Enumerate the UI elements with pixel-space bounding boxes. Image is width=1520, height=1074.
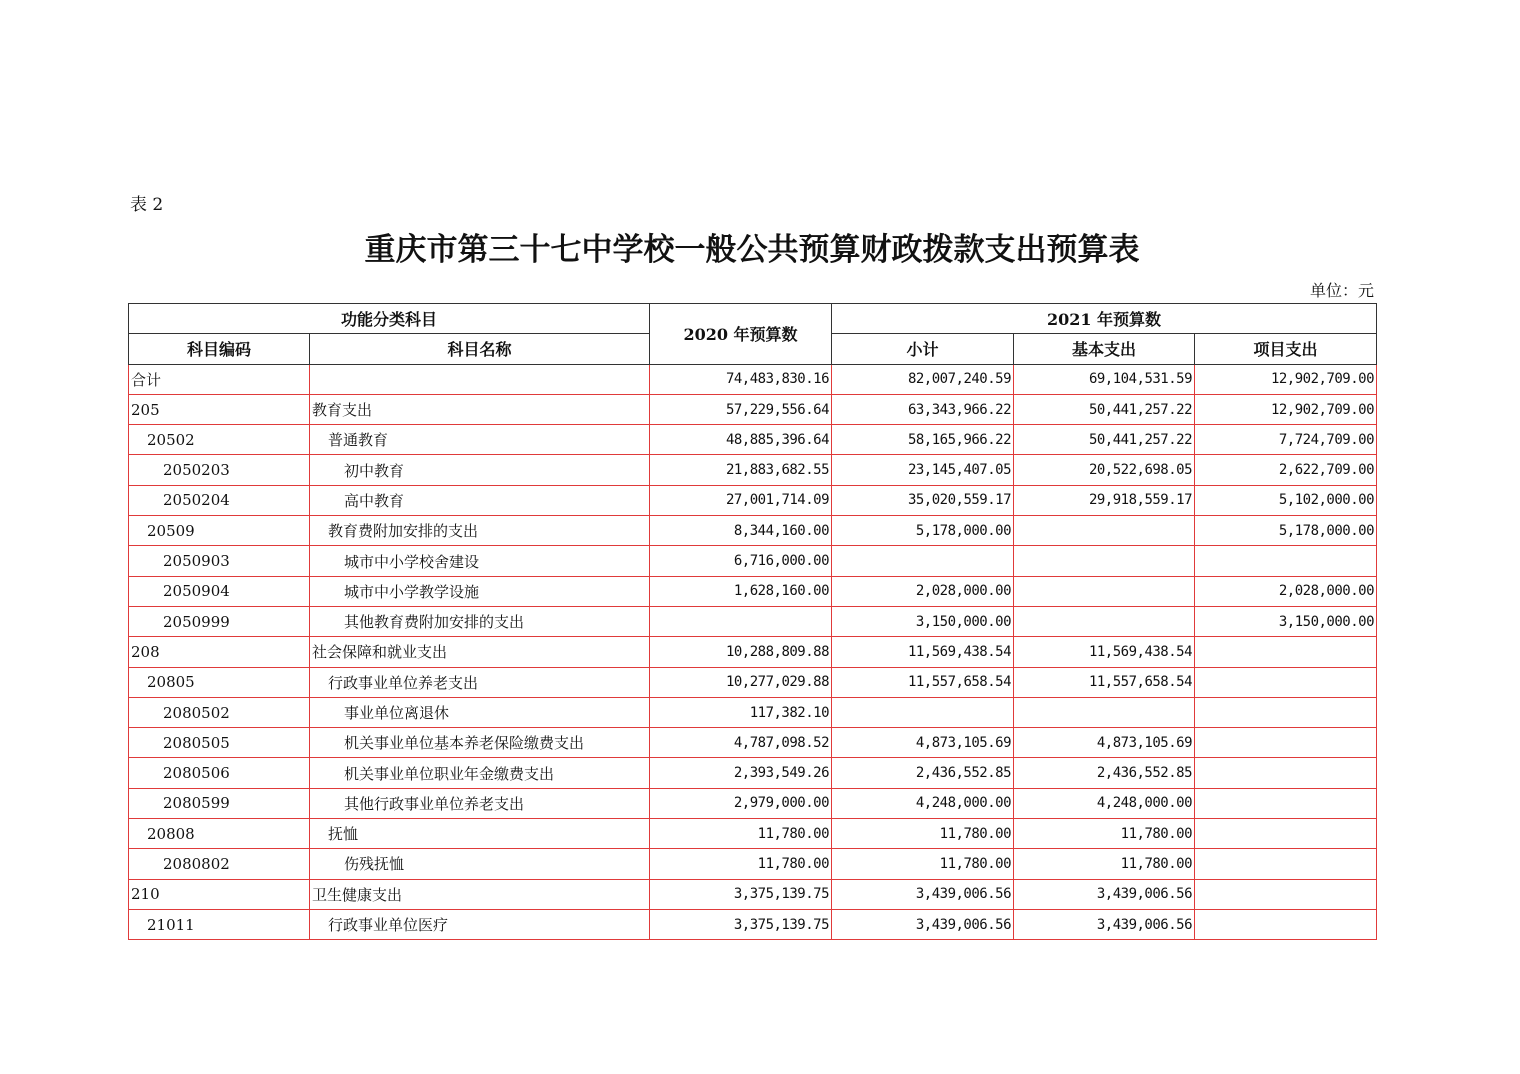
table-row bbox=[129, 697, 1377, 727]
cell-basic: 20,522,698.05 bbox=[1014, 455, 1195, 485]
cell-2020-budget: 57,229,556.64 bbox=[650, 394, 832, 424]
cell-code: 2080505 bbox=[129, 728, 310, 758]
cell-subtotal: 11,569,438.54 bbox=[832, 637, 1014, 667]
cell-name: 初中教育 bbox=[310, 455, 650, 485]
table-row bbox=[129, 546, 1377, 576]
table-row bbox=[129, 485, 1377, 515]
cell-basic bbox=[1014, 697, 1195, 727]
cell-project bbox=[1195, 879, 1377, 909]
cell-2020-budget: 48,885,396.64 bbox=[650, 425, 832, 455]
cell-2020-budget: 4,787,098.52 bbox=[650, 728, 832, 758]
cell-code: 2050904 bbox=[129, 576, 310, 606]
table-row bbox=[129, 637, 1377, 667]
cell-name: 事业单位离退休 bbox=[310, 697, 650, 727]
cell-subtotal: 4,873,105.69 bbox=[832, 728, 1014, 758]
table-row bbox=[129, 849, 1377, 879]
cell-name: 城市中小学教学设施 bbox=[310, 576, 650, 606]
cell-subtotal bbox=[832, 546, 1014, 576]
table-row bbox=[129, 606, 1377, 636]
table-row bbox=[129, 909, 1377, 939]
cell-code: 2050204 bbox=[129, 485, 310, 515]
cell-project: 3,150,000.00 bbox=[1195, 606, 1377, 636]
cell-project bbox=[1195, 667, 1377, 697]
cell-subtotal: 2,028,000.00 bbox=[832, 576, 1014, 606]
cell-subtotal: 3,150,000.00 bbox=[832, 606, 1014, 636]
header-2020-budget: 2020 年预算数 bbox=[650, 304, 832, 365]
cell-subtotal: 35,020,559.17 bbox=[832, 485, 1014, 515]
cell-name: 高中教育 bbox=[310, 485, 650, 515]
cell-name: 教育费附加安排的支出 bbox=[310, 516, 650, 546]
cell-code: 2080506 bbox=[129, 758, 310, 788]
cell-2020-budget: 74,483,830.16 bbox=[650, 364, 832, 394]
cell-basic: 3,439,006.56 bbox=[1014, 879, 1195, 909]
cell-subtotal: 63,343,966.22 bbox=[832, 394, 1014, 424]
cell-basic bbox=[1014, 516, 1195, 546]
cell-2020-budget: 10,277,029.88 bbox=[650, 667, 832, 697]
cell-name: 行政事业单位养老支出 bbox=[310, 667, 650, 697]
cell-code: 20805 bbox=[129, 667, 310, 697]
cell-project bbox=[1195, 697, 1377, 727]
cell-project: 12,902,709.00 bbox=[1195, 364, 1377, 394]
cell-basic: 11,557,658.54 bbox=[1014, 667, 1195, 697]
header-basic: 基本支出 bbox=[1014, 334, 1195, 364]
cell-name: 城市中小学校舍建设 bbox=[310, 546, 650, 576]
cell-basic: 2,436,552.85 bbox=[1014, 758, 1195, 788]
cell-2020-budget: 11,780.00 bbox=[650, 849, 832, 879]
header-name: 科目名称 bbox=[310, 334, 650, 364]
cell-2020-budget: 117,382.10 bbox=[650, 697, 832, 727]
table-row bbox=[129, 516, 1377, 546]
cell-project bbox=[1195, 849, 1377, 879]
header-project: 项目支出 bbox=[1195, 334, 1377, 364]
cell-subtotal: 2,436,552.85 bbox=[832, 758, 1014, 788]
cell-2020-budget: 3,375,139.75 bbox=[650, 879, 832, 909]
cell-code: 合计 bbox=[129, 364, 310, 394]
cell-2020-budget: 11,780.00 bbox=[650, 819, 832, 849]
cell-name: 其他行政事业单位养老支出 bbox=[310, 788, 650, 818]
table-row bbox=[129, 728, 1377, 758]
cell-project: 2,028,000.00 bbox=[1195, 576, 1377, 606]
cell-code: 2050903 bbox=[129, 546, 310, 576]
table-row bbox=[129, 364, 1377, 394]
cell-basic bbox=[1014, 546, 1195, 576]
table-body bbox=[129, 364, 1377, 940]
cell-code: 2080802 bbox=[129, 849, 310, 879]
cell-subtotal: 5,178,000.00 bbox=[832, 516, 1014, 546]
cell-subtotal: 11,557,658.54 bbox=[832, 667, 1014, 697]
cell-subtotal: 3,439,006.56 bbox=[832, 879, 1014, 909]
table-label: 表 2 bbox=[130, 195, 164, 215]
table-header bbox=[129, 304, 1377, 365]
cell-name: 机关事业单位基本养老保险缴费支出 bbox=[310, 728, 650, 758]
header-subtotal: 小计 bbox=[832, 334, 1014, 364]
cell-name: 社会保障和就业支出 bbox=[310, 637, 650, 667]
header-2021-group: 2021 年预算数 bbox=[832, 304, 1377, 334]
cell-2020-budget: 1,628,160.00 bbox=[650, 576, 832, 606]
cell-subtotal: 11,780.00 bbox=[832, 819, 1014, 849]
cell-2020-budget: 21,883,682.55 bbox=[650, 455, 832, 485]
cell-name: 普通教育 bbox=[310, 425, 650, 455]
cell-name: 抚恤 bbox=[310, 819, 650, 849]
page-title: 重庆市第三十七中学校一般公共预算财政拨款支出预算表 bbox=[364, 232, 1140, 268]
cell-name: 伤残抚恤 bbox=[310, 849, 650, 879]
table-row bbox=[129, 788, 1377, 818]
table-row bbox=[129, 425, 1377, 455]
table-row bbox=[129, 394, 1377, 424]
cell-code: 20509 bbox=[129, 516, 310, 546]
cell-basic: 69,104,531.59 bbox=[1014, 364, 1195, 394]
cell-project: 5,102,000.00 bbox=[1195, 485, 1377, 515]
cell-name: 其他教育费附加安排的支出 bbox=[310, 606, 650, 636]
table-row bbox=[129, 576, 1377, 606]
cell-2020-budget: 3,375,139.75 bbox=[650, 909, 832, 939]
cell-name: 行政事业单位医疗 bbox=[310, 909, 650, 939]
cell-code: 2080599 bbox=[129, 788, 310, 818]
cell-code: 2050203 bbox=[129, 455, 310, 485]
budget-table bbox=[128, 303, 1377, 940]
table-row bbox=[129, 758, 1377, 788]
cell-2020-budget: 10,288,809.88 bbox=[650, 637, 832, 667]
cell-basic: 29,918,559.17 bbox=[1014, 485, 1195, 515]
cell-code: 208 bbox=[129, 637, 310, 667]
header-function-group: 功能分类科目 bbox=[129, 304, 650, 334]
cell-basic: 50,441,257.22 bbox=[1014, 425, 1195, 455]
cell-code: 21011 bbox=[129, 909, 310, 939]
cell-basic: 4,873,105.69 bbox=[1014, 728, 1195, 758]
cell-project bbox=[1195, 819, 1377, 849]
cell-basic bbox=[1014, 606, 1195, 636]
cell-2020-budget: 2,979,000.00 bbox=[650, 788, 832, 818]
cell-name: 卫生健康支出 bbox=[310, 879, 650, 909]
cell-code: 20808 bbox=[129, 819, 310, 849]
cell-subtotal: 4,248,000.00 bbox=[832, 788, 1014, 818]
cell-code: 205 bbox=[129, 394, 310, 424]
cell-project bbox=[1195, 546, 1377, 576]
table-row bbox=[129, 819, 1377, 849]
table-row bbox=[129, 667, 1377, 697]
cell-subtotal: 82,007,240.59 bbox=[832, 364, 1014, 394]
cell-basic: 11,569,438.54 bbox=[1014, 637, 1195, 667]
cell-2020-budget: 6,716,000.00 bbox=[650, 546, 832, 576]
cell-2020-budget: 8,344,160.00 bbox=[650, 516, 832, 546]
cell-project: 12,902,709.00 bbox=[1195, 394, 1377, 424]
header-code: 科目编码 bbox=[129, 334, 310, 364]
cell-2020-budget bbox=[650, 606, 832, 636]
cell-project bbox=[1195, 758, 1377, 788]
cell-project bbox=[1195, 909, 1377, 939]
cell-project bbox=[1195, 788, 1377, 818]
cell-project bbox=[1195, 637, 1377, 667]
cell-basic: 4,248,000.00 bbox=[1014, 788, 1195, 818]
cell-basic: 3,439,006.56 bbox=[1014, 909, 1195, 939]
table-row bbox=[129, 879, 1377, 909]
cell-subtotal bbox=[832, 697, 1014, 727]
cell-2020-budget: 2,393,549.26 bbox=[650, 758, 832, 788]
cell-basic bbox=[1014, 576, 1195, 606]
cell-name bbox=[310, 364, 650, 394]
cell-code: 20502 bbox=[129, 425, 310, 455]
cell-basic: 50,441,257.22 bbox=[1014, 394, 1195, 424]
cell-basic: 11,780.00 bbox=[1014, 849, 1195, 879]
cell-project: 2,622,709.00 bbox=[1195, 455, 1377, 485]
cell-project bbox=[1195, 728, 1377, 758]
cell-code: 2050999 bbox=[129, 606, 310, 636]
cell-code: 210 bbox=[129, 879, 310, 909]
unit-label: 单位：元 bbox=[1309, 281, 1374, 300]
cell-subtotal: 23,145,407.05 bbox=[832, 455, 1014, 485]
cell-2020-budget: 27,001,714.09 bbox=[650, 485, 832, 515]
cell-project: 7,724,709.00 bbox=[1195, 425, 1377, 455]
cell-basic: 11,780.00 bbox=[1014, 819, 1195, 849]
cell-subtotal: 3,439,006.56 bbox=[832, 909, 1014, 939]
table-row bbox=[129, 455, 1377, 485]
cell-project: 5,178,000.00 bbox=[1195, 516, 1377, 546]
cell-subtotal: 11,780.00 bbox=[832, 849, 1014, 879]
cell-code: 2080502 bbox=[129, 697, 310, 727]
cell-name: 教育支出 bbox=[310, 394, 650, 424]
cell-name: 机关事业单位职业年金缴费支出 bbox=[310, 758, 650, 788]
cell-subtotal: 58,165,966.22 bbox=[832, 425, 1014, 455]
